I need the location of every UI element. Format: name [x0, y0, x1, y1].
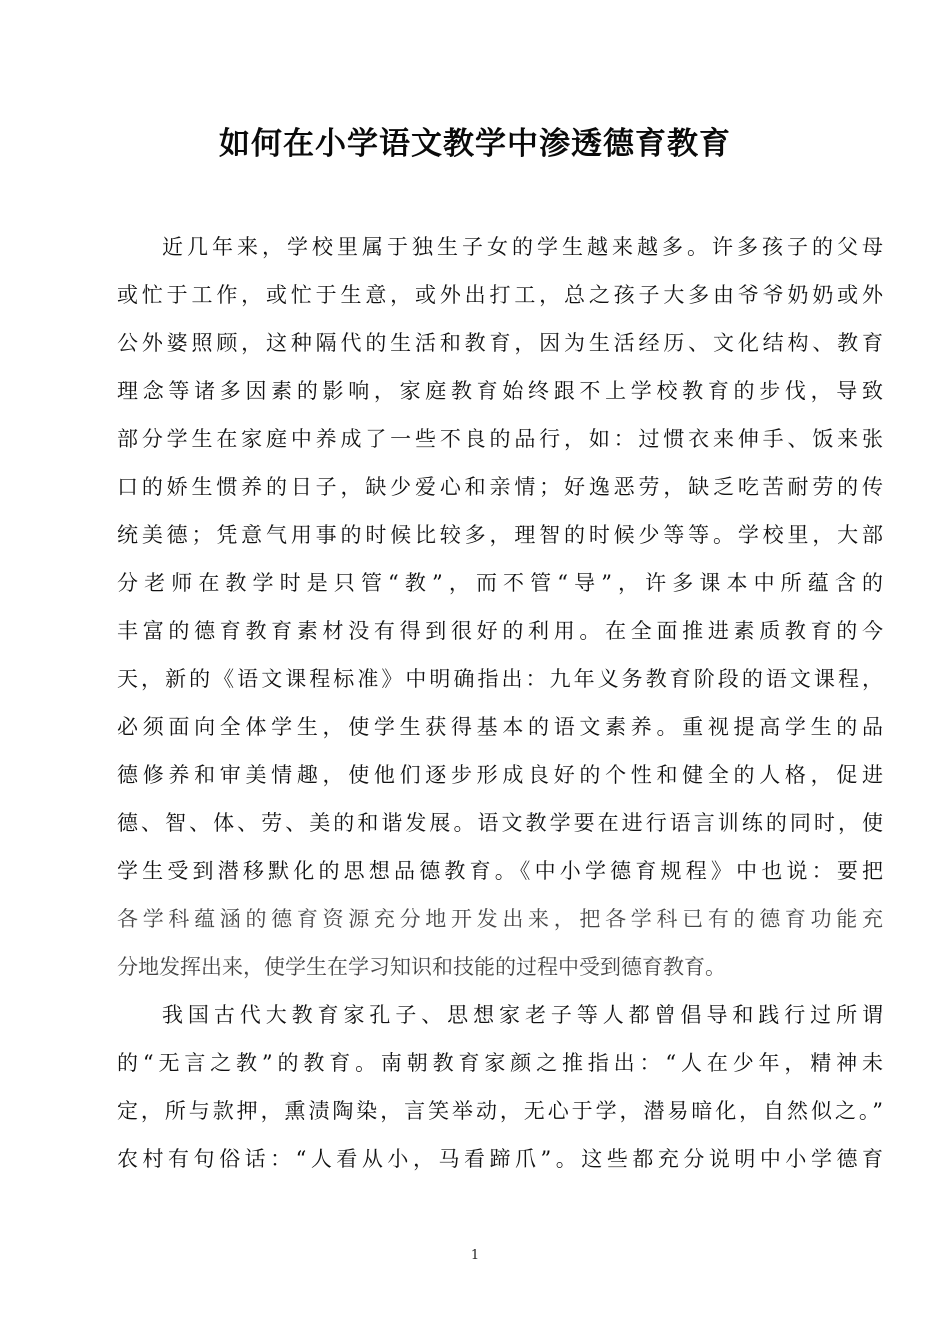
text-line: 各学科蕴涵的德育资源充分地开发出来，把各学科已有的德育功能充 [117, 907, 883, 931]
text-line: 农村有句俗话：“人看从小，马看蹄爪”。这些都充分说明中小学德育 [117, 1147, 883, 1171]
document-body [117, 223, 883, 1183]
text-line: 丰富的德育教育素材没有得到很好的利用。在全面推进素质教育的今 [117, 619, 883, 643]
text-line: 学生受到潜移默化的思想品德教育。《中小学德育规程》中也说：要把 [117, 859, 883, 883]
text-line: 分地发挥出来，使学生在学习知识和技能的过程中受到德育教育。 [117, 955, 726, 979]
text-line: 理念等诸多因素的影响，家庭教育始终跟不上学校教育的步伐，导致 [117, 379, 883, 403]
text-line: 或忙于工作，或忙于生意，或外出打工，总之孩子大多由爷爷奶奶或外 [117, 283, 883, 307]
text-line: 德修养和审美情趣，使他们逐步形成良好的个性和健全的人格，促进 [117, 763, 883, 787]
paragraph-1 [117, 223, 883, 991]
text-line: 公外婆照顾，这种隔代的生活和教育，因为生活经历、文化结构、教育 [117, 331, 883, 355]
text-line: 定，所与款押，熏渍陶染，言笑举动，无心于学，潜易暗化，自然似之。” [117, 1099, 883, 1123]
text-line: 的“无言之教”的教育。南朝教育家颜之推指出：“人在少年，精神未 [117, 1051, 883, 1075]
text-line: 分老师在教学时是只管“教”，而不管“导”，许多课本中所蕴含的 [117, 571, 883, 595]
text-line: 德、智、体、劳、美的和谐发展。语文教学要在进行语言训练的同时，使 [117, 811, 883, 835]
text-line: 口的娇生惯养的日子，缺少爱心和亲情；好逸恶劳，缺乏吃苦耐劳的传 [117, 475, 883, 499]
document-title: 如何在小学语文教学中渗透德育教育 [219, 126, 731, 162]
page-number: 1 [470, 1248, 480, 1263]
text-line: 必须面向全体学生，使学生获得基本的语文素养。重视提高学生的品 [117, 715, 883, 739]
text-line: 近几年来，学校里属于独生子女的学生越来越多。许多孩子的父母 [162, 235, 883, 259]
text-line: 天，新的《语文课程标准》中明确指出：九年义务教育阶段的语文课程， [117, 667, 883, 691]
text-line: 我国古代大教育家孔子、思想家老子等人都曾倡导和践行过所谓 [162, 1003, 883, 1027]
text-line: 统美德；凭意气用事的时候比较多，理智的时候少等等。学校里，大部 [117, 523, 883, 547]
text-line: 部分学生在家庭中养成了一些不良的品行，如：过惯衣来伸手、饭来张 [117, 427, 883, 451]
paragraph-2 [117, 991, 883, 1183]
